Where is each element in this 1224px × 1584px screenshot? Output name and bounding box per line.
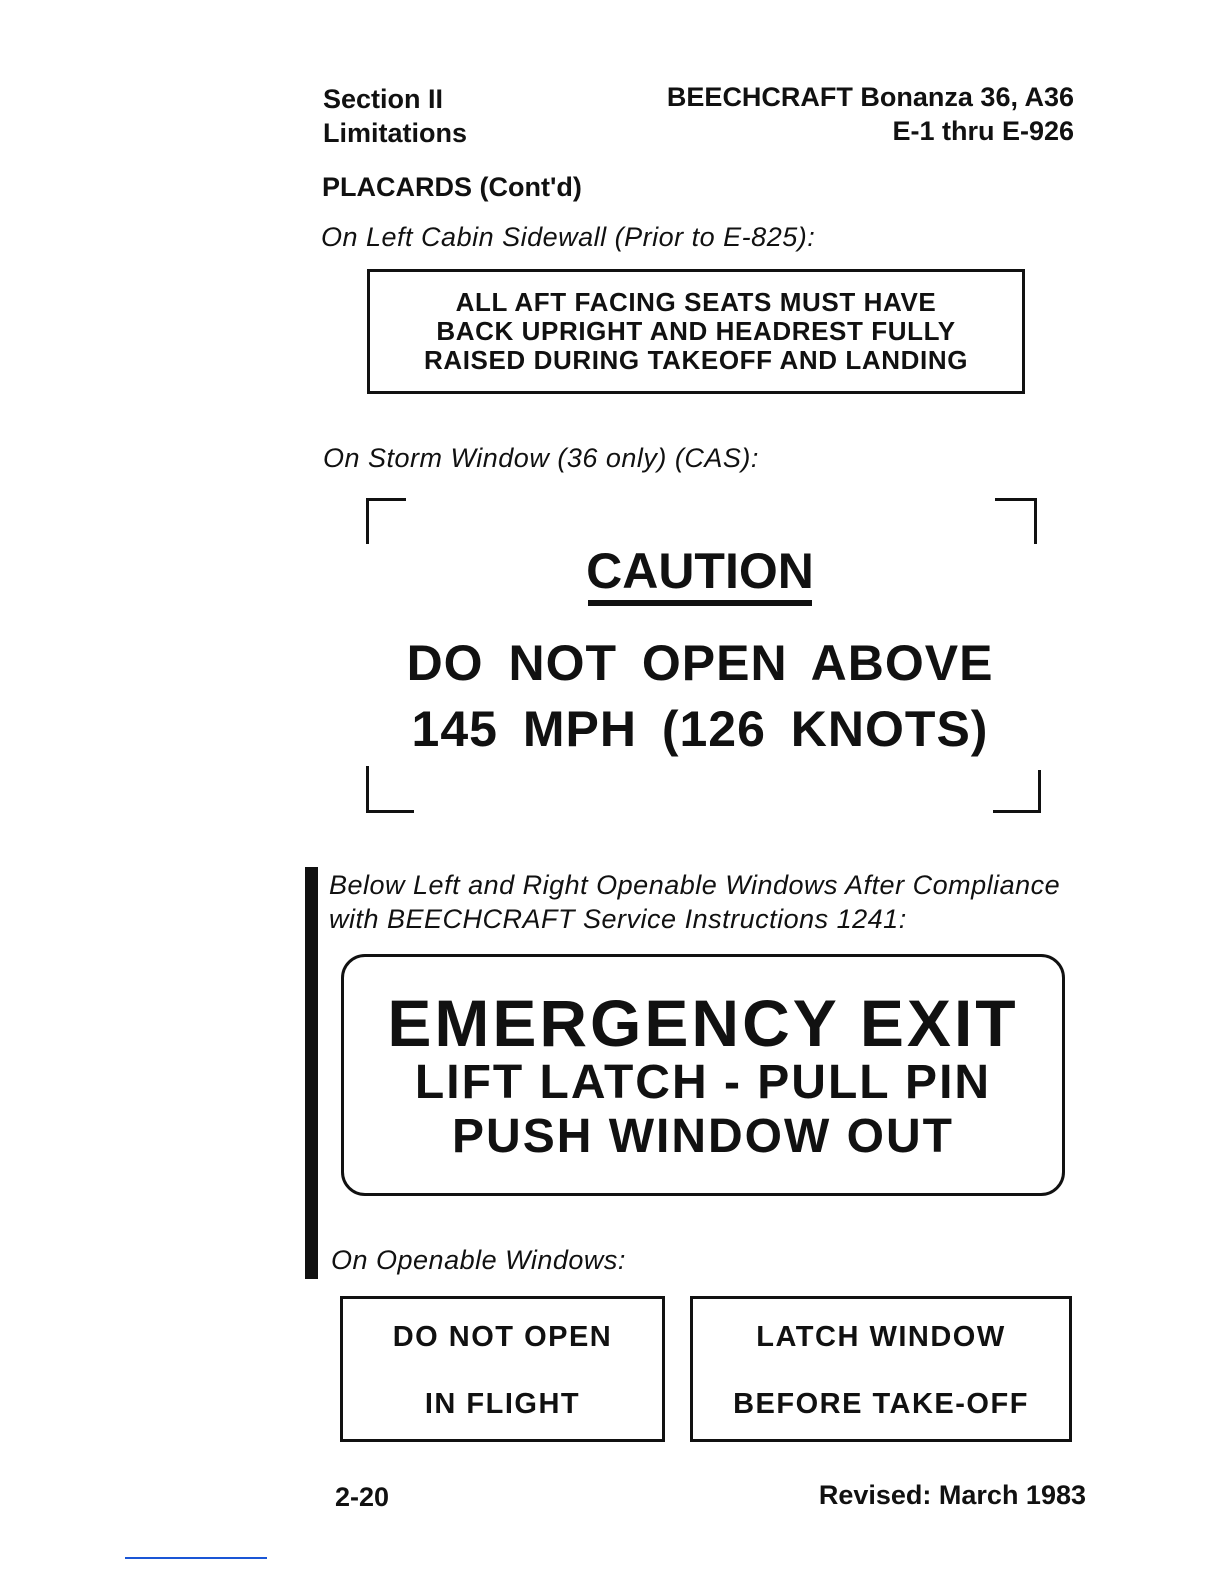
- placard-do-not-open: [340, 1296, 665, 1442]
- page-number: 2-20: [335, 1482, 390, 1512]
- revision-date: Revised: March 1983: [818, 1480, 1086, 1510]
- crop-mark-top-right: [995, 498, 1037, 544]
- placard-line: DO NOT OPEN: [392, 1321, 613, 1353]
- caption-line: with BEECHCRAFT Service Instructions 1241:: [329, 904, 907, 934]
- revision-change-bar: [305, 867, 318, 1279]
- caution-title: CAUTION: [586, 543, 814, 599]
- header-model: BEECHCRAFT Bonanza 36, A36: [666, 82, 1074, 112]
- caption-left-cabin-sidewall: On Left Cabin Sidewall (Prior to E-825):: [321, 222, 816, 252]
- header-section-block: [323, 82, 467, 150]
- caption-line: Below Left and Right Openable Windows After Compliance: [329, 870, 1061, 900]
- header-subsection: Limitations: [323, 118, 468, 148]
- placard-line: LATCH WINDOW: [756, 1321, 1006, 1353]
- emergency-exit-line: PUSH WINDOW OUT: [452, 1110, 954, 1163]
- placard-emergency-exit: [341, 954, 1065, 1196]
- caption-openable-windows-compliance: [329, 868, 1060, 936]
- header-model-block: [560, 80, 1074, 148]
- storm-line: 145 MPH (126 KNOTS): [411, 701, 989, 757]
- emergency-exit-line: LIFT LATCH - PULL PIN: [414, 1056, 992, 1109]
- placard-aft-facing-seats: [367, 269, 1025, 394]
- header-section: Section II: [323, 84, 444, 114]
- header-serials: E-1 thru E-926: [892, 116, 1074, 146]
- scan-artifact-line: [125, 1557, 267, 1559]
- emergency-exit-title: EMERGENCY EXIT: [387, 986, 1019, 1060]
- placard-line: BEFORE TAKE-OFF: [733, 1388, 1029, 1420]
- placard-line: BACK UPRIGHT AND HEADREST FULLY: [436, 316, 956, 346]
- placard-latch-window: [690, 1296, 1072, 1442]
- storm-line: DO NOT OPEN ABOVE: [406, 635, 994, 691]
- crop-mark-bottom-right: [993, 770, 1041, 813]
- placard-line: IN FLIGHT: [424, 1388, 581, 1420]
- placard-line: RAISED DURING TAKEOFF AND LANDING: [423, 345, 969, 375]
- caption-storm-window: On Storm Window (36 only) (CAS):: [323, 443, 759, 473]
- crop-mark-bottom-left: [366, 766, 414, 813]
- storm-window-warning: [400, 630, 1000, 762]
- caption-openable-windows: On Openable Windows:: [331, 1245, 626, 1275]
- crop-mark-top-left: [366, 498, 406, 544]
- placard-line: ALL AFT FACING SEATS MUST HAVE: [455, 287, 937, 317]
- section-heading: PLACARDS (Cont'd): [322, 172, 582, 202]
- caution-underline: [588, 600, 812, 606]
